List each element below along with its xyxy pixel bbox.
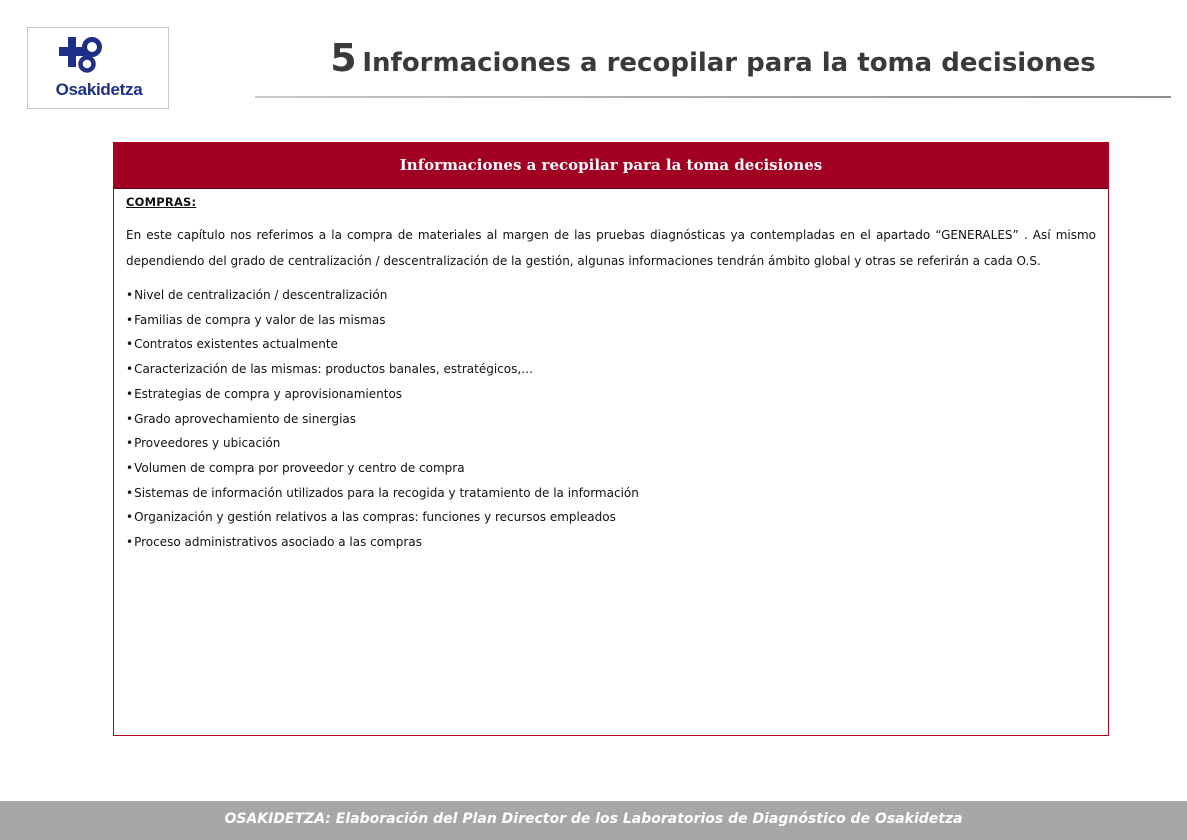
bullet-icon: • bbox=[126, 510, 134, 525]
page-title bbox=[255, 36, 1171, 80]
intro-paragraph: En este capítulo nos referimos a la compra de materiales al margen de las pruebas diagnósticas ya contempladas en el apartado “GENERALES” . Así mismo dependiendo del grado de centralización / descentralización de la gestión, algunas informaciones tendrán ámbito global y otras se referirán a cada O.S. bbox=[126, 228, 1096, 268]
list-item: •Sistemas de información utilizados para la recogida y tratamiento de la información bbox=[126, 485, 639, 500]
bullet-icon: • bbox=[126, 460, 134, 475]
list-item: •Nivel de centralización / descentralización bbox=[126, 288, 388, 302]
section-title: COMPRAS: bbox=[126, 195, 197, 209]
osakidetza-logo bbox=[27, 27, 169, 109]
bullet-icon: • bbox=[126, 337, 134, 352]
panel-body bbox=[114, 189, 1108, 555]
list-item: •Contratos existentes actualmente bbox=[126, 337, 338, 352]
list-item: •Volumen de compra por proveedor y centro de compra bbox=[126, 460, 465, 475]
panel-heading: Informaciones a recopilar para la toma decisiones bbox=[114, 143, 1108, 189]
bullet-icon: • bbox=[126, 411, 134, 426]
list-item: •Familias de compra y valor de las mismas bbox=[126, 312, 386, 327]
bullet-icon: • bbox=[126, 312, 134, 327]
content-panel bbox=[113, 142, 1109, 736]
bullet-icon: • bbox=[126, 362, 134, 377]
list-item: •Estrategias de compra y aprovisionamientos bbox=[126, 386, 403, 401]
logo-text: Osakidetza bbox=[55, 80, 143, 99]
list-item: •Proceso administrativos asociado a las compras bbox=[126, 535, 422, 550]
bullet-icon: • bbox=[126, 535, 134, 550]
osakidetza-cross-icon bbox=[59, 37, 103, 73]
bullet-icon: • bbox=[126, 485, 134, 500]
footer-bar: OSAKIDETZA: Elaboración del Plan Director de los Laboratorios de Diagnóstico de Osakidetza bbox=[0, 801, 1187, 840]
bullet-icon: • bbox=[126, 436, 134, 451]
list-item: •Proveedores y ubicación bbox=[126, 436, 281, 451]
list-item: •Organización y gestión relativos a las compras: funciones y recursos empleados bbox=[126, 510, 616, 525]
page-title-text: Informaciones a recopilar para la toma decisiones bbox=[362, 48, 1096, 78]
list-item: •Caracterización de las mismas: productos banales, estratégicos,… bbox=[126, 362, 534, 377]
section-number: 5 bbox=[330, 36, 357, 80]
list-item: •Grado aprovechamiento de sinergias bbox=[126, 411, 357, 426]
bullet-icon: • bbox=[126, 288, 134, 302]
title-divider bbox=[255, 96, 1171, 98]
bullet-icon: • bbox=[126, 386, 134, 401]
requirements-list bbox=[126, 283, 1096, 555]
